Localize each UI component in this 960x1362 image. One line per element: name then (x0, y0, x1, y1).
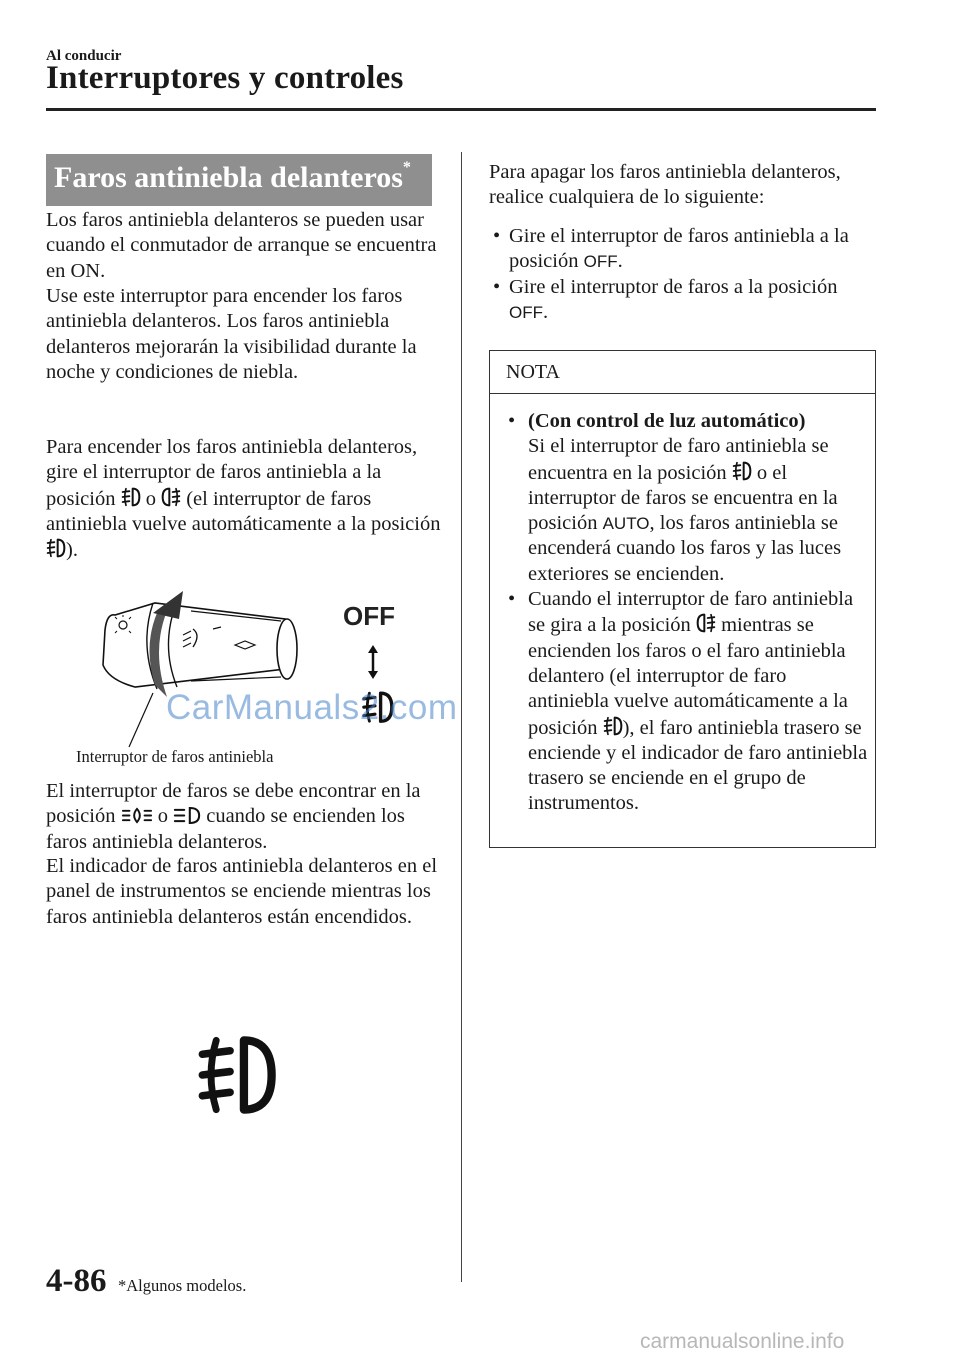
note-box (489, 350, 876, 848)
list-item-end: . (543, 300, 549, 323)
note-item-text-a: Cuando el interruptor de faro antiniebla se gira a la posición (528, 588, 854, 637)
auto-code: AUTO (602, 514, 650, 534)
page-title: Interruptores y controles (46, 60, 404, 96)
off-code: OFF (509, 302, 543, 322)
paragraph-headlight-position (46, 779, 444, 855)
section-banner (46, 154, 432, 206)
page-number: 4-86 (46, 1263, 107, 1299)
note-item-text-c: ), el faro antiniebla trasero se enciende y el indicador de faro antiniebla trasero se enciende en el grupo de instrumentos. (528, 716, 868, 815)
watermark-carmanualsonline: carmanualsonline.info (640, 1330, 845, 1353)
bullet-marker: • (508, 588, 516, 611)
footnote: *Algunos modelos. (118, 1276, 247, 1295)
turn-on-text-c: ). (66, 539, 78, 562)
list-item-text: Gire el interruptor de faros antiniebla a la posición (509, 225, 849, 273)
bullet-marker: • (508, 410, 516, 432)
rear-fog-icon (161, 486, 181, 508)
headlight-text-b: cuando se encienden los faros antiniebla delanteros. (46, 805, 405, 853)
bullet-marker: • (493, 275, 501, 298)
front-fog-icon (46, 537, 66, 559)
note-item-text-b: o el interruptor de faros se encuentra en la posición (528, 461, 838, 535)
front-fog-icon (603, 715, 623, 737)
note-item-heading: (Con control de luz automático) (528, 410, 806, 432)
headlight-icon (173, 806, 201, 825)
figure-off-label: OFF (343, 601, 395, 631)
front-fog-indicator-icon (192, 1030, 282, 1120)
list-item-text: Gire el interruptor de faros a la posición (509, 275, 838, 298)
front-fog-icon (732, 460, 752, 482)
note-body (502, 409, 870, 817)
off-code: OFF (583, 252, 618, 272)
chapter-label: Al conducir (46, 48, 122, 64)
note-item (502, 587, 870, 817)
column-divider (461, 152, 462, 1282)
note-title: NOTA (490, 351, 875, 394)
paragraph-turn-on (46, 435, 444, 563)
note-item-text-a: Si el interruptor de faro antiniebla se encuentra en la posición (528, 435, 829, 484)
paragraph-indicator: El indicador de faros antiniebla delanteros en el panel de instrumentos se enciende mientras los faros antiniebla delanteros están encendidos. (46, 855, 438, 928)
section-title-mark: * (402, 159, 411, 176)
paragraph-purpose: Use este interruptor para encender los faros antiniebla delanteros. Los faros antiniebla delanteros mejorarán la visibilidad durante la noche y condiciones de niebla. (46, 285, 417, 383)
header-divider (46, 108, 876, 111)
parking-light-icon (121, 806, 153, 825)
turn-on-text-or: o (145, 487, 156, 510)
paragraph-usage: Los faros antiniebla delanteros se pueden usar cuando el conmutador de arranque se encuentra en ON. (46, 209, 437, 282)
fog-switch-illustration (95, 585, 445, 755)
turn-on-text-a: Para encender los faros antiniebla delanteros, gire el interruptor de faros antiniebla a la posición (46, 436, 418, 510)
rear-fog-icon (696, 612, 716, 634)
note-item-text-c: , los faros antiniebla se encenderá cuando los faros y las luces exteriores se encienden. (528, 512, 842, 585)
turn-on-text-b: (el interruptor de faros antiniebla vuelve automáticamente a la posición (46, 487, 441, 535)
figure-caption: Interruptor de faros antiniebla (76, 747, 274, 766)
paragraph-turn-off: Para apagar los faros antiniebla delanteros, realice cualquiera de lo siguiente: (489, 161, 841, 209)
headlight-text-or: o (157, 805, 168, 828)
section-title: Faros antiniebla delanteros (54, 161, 403, 194)
watermark-carmanuals2: CarManuals2.com (166, 688, 458, 727)
bullet-marker: • (493, 225, 501, 247)
turn-off-list (489, 224, 875, 325)
list-item (489, 224, 875, 275)
front-fog-icon (121, 486, 141, 508)
list-item (489, 275, 875, 326)
list-item-end: . (617, 250, 623, 273)
note-item-text-b: mientras se encienden los faros o el faro antiniebla delantero (el interruptor de faro antiniebla vuelve automáticamente a la posición (528, 614, 848, 739)
note-item (502, 409, 870, 587)
headlight-text-a: El interruptor de faros se debe encontrar en la posición (46, 780, 421, 828)
